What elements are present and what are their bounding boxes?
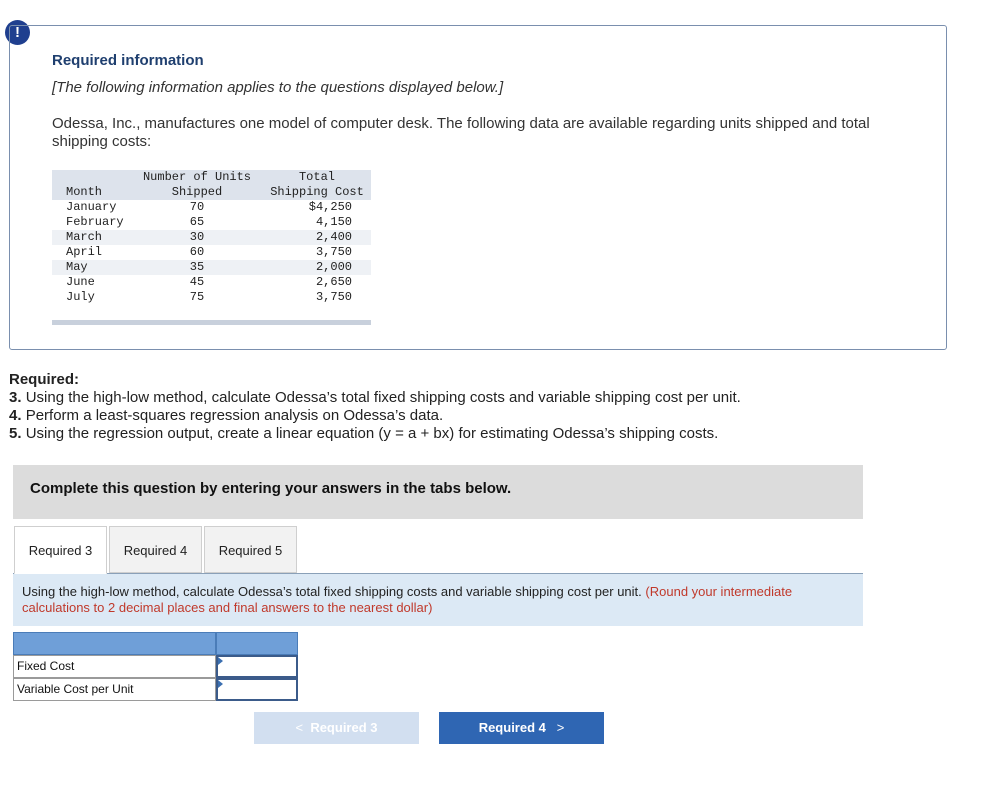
header-cost-line1: Total <box>298 170 335 184</box>
cell-cost: 2,400 <box>315 230 352 244</box>
cell-month: February <box>66 215 124 229</box>
cell-units: 70 <box>189 200 205 214</box>
cell-month: May <box>66 260 88 274</box>
cell-units: 75 <box>189 290 205 304</box>
fixed-cost-label: Fixed Cost <box>13 655 216 678</box>
cell-cost: 4,150 <box>315 215 352 229</box>
required-item-5 <box>9 425 718 442</box>
cell-month: March <box>66 230 103 244</box>
cell-units: 35 <box>189 260 205 274</box>
required-item-number: 3. <box>9 389 22 406</box>
tab-required-3[interactable]: Required 3 <box>14 526 107 574</box>
alert-icon: ! <box>5 20 30 45</box>
table-row <box>52 290 371 305</box>
cell-cost: 3,750 <box>315 290 352 304</box>
tab-required-4[interactable]: Required 4 <box>109 526 202 573</box>
header-cost-line2: Shipping Cost <box>270 185 364 199</box>
complete-question-banner: Complete this question by entering your answers in the tabs below. <box>13 465 863 519</box>
cell-cost: 2,650 <box>315 275 352 289</box>
table-row <box>52 275 371 290</box>
input-marker-icon <box>218 657 223 665</box>
input-marker-icon <box>218 680 223 688</box>
previous-required-button[interactable] <box>254 712 419 744</box>
instructions-text: Using the high-low method, calculate Odessa’s total fixed shipping costs and variable shipping cost per unit. <box>22 584 642 599</box>
header-units-line2: Shipped <box>171 185 223 199</box>
required-item-text: Perform a least-squares regression analysis on Odessa’s data. <box>25 407 444 424</box>
cell-month: April <box>66 245 103 259</box>
cell-cost: $4,250 <box>308 200 352 214</box>
header-units-line1: Number of Units <box>142 170 252 184</box>
cell-month: July <box>66 290 95 304</box>
required-information-panel <box>9 25 947 350</box>
fixed-cost-input[interactable] <box>216 655 298 678</box>
table-row <box>52 260 371 275</box>
table-row <box>52 230 371 245</box>
cell-units: 65 <box>189 215 205 229</box>
info-note: [The following information applies to the questions displayed below.] <box>52 79 504 96</box>
tab-required-5[interactable]: Required 5 <box>204 526 297 573</box>
info-title: Required information <box>52 52 204 69</box>
required-item-text: Using the regression output, create a linear equation (y = a + bx) for estimating Odessa’s shipping costs. <box>25 425 719 442</box>
cell-cost: 3,750 <box>315 245 352 259</box>
next-required-button[interactable] <box>439 712 604 744</box>
table-row <box>52 215 371 230</box>
required-item-4 <box>9 407 443 424</box>
required-item-number: 4. <box>9 407 22 424</box>
cell-cost: 2,000 <box>315 260 352 274</box>
cell-units: 45 <box>189 275 205 289</box>
rounding-note: (Round your intermediate calculations to 2 decimal places and final answers to the nearest dollar) <box>22 584 793 615</box>
cell-month: January <box>66 200 117 214</box>
shipping-data-table <box>52 170 371 325</box>
info-body: Odessa, Inc., manufactures one model of computer desk. The following data are available regarding units shipped and total shipping costs: <box>52 115 870 150</box>
previous-button-label: Required 3 <box>310 720 378 735</box>
cell-units: 60 <box>189 245 205 259</box>
next-button-label: Required 4 <box>478 720 546 735</box>
variable-cost-label: Variable Cost per Unit <box>13 678 216 701</box>
instructions-panel <box>13 574 863 626</box>
table-row <box>52 200 371 215</box>
variable-cost-input[interactable] <box>216 678 298 701</box>
required-heading: Required: <box>9 371 80 388</box>
required-item-3 <box>9 389 741 406</box>
required-item-text: Using the high-low method, calculate Odessa’s total fixed shipping costs and variable shipping cost per unit. <box>25 389 741 406</box>
table-row <box>52 245 371 260</box>
answer-header-label <box>13 632 216 655</box>
cell-month: June <box>66 275 95 289</box>
answer-header-value <box>216 632 298 655</box>
cell-units: 30 <box>189 230 205 244</box>
required-item-number: 5. <box>9 425 22 442</box>
header-month: Month <box>66 185 103 199</box>
chevron-left-icon: < <box>295 720 304 735</box>
chevron-right-icon: > <box>556 720 565 735</box>
